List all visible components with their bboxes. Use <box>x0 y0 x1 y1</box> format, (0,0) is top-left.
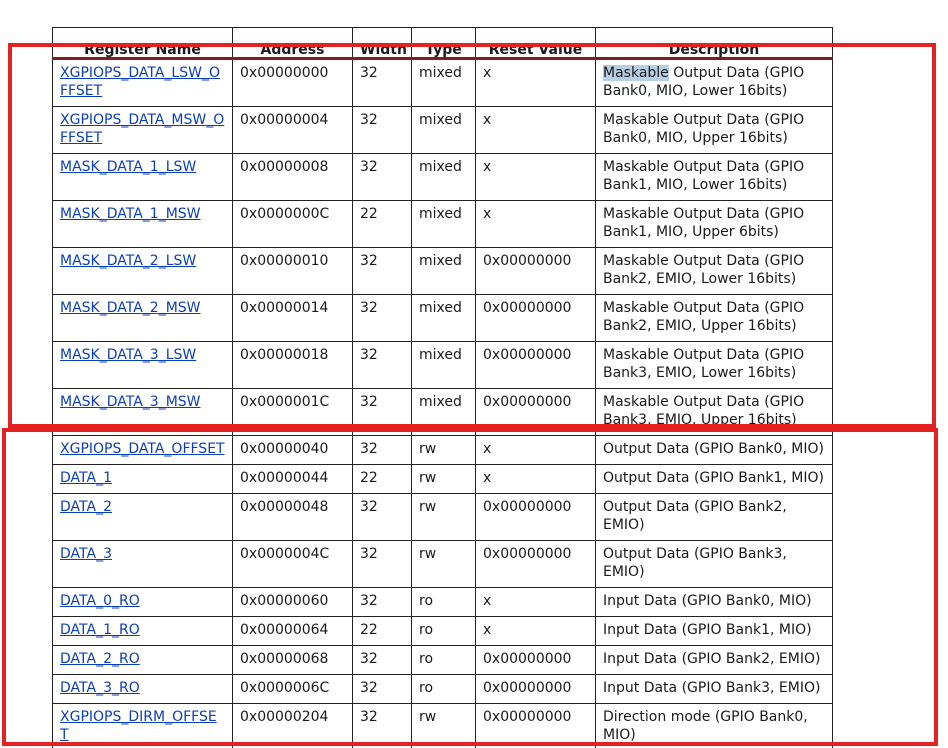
register-name-cell <box>53 107 233 154</box>
description-text: Input Data (GPIO Bank3, EMIO) <box>603 680 821 696</box>
description-text: Direction mode (GPIO Bank0, MIO) <box>603 709 808 743</box>
reset-value-cell: 0x00000000 <box>476 646 596 675</box>
width-cell: 32 <box>353 646 412 675</box>
reset-value-cell: x <box>476 588 596 617</box>
table-row <box>53 704 833 748</box>
reset-value-cell: 0x00000000 <box>476 342 596 389</box>
register-name-cell <box>53 704 233 748</box>
width-cell: 32 <box>353 588 412 617</box>
register-link[interactable]: XGPIOPS_DATA_MSW_OFFSET <box>60 112 225 146</box>
table-row <box>53 201 833 248</box>
description-cell <box>596 494 833 541</box>
description-cell <box>596 541 833 588</box>
table-row <box>53 494 833 541</box>
register-link[interactable]: MASK_DATA_1_LSW <box>60 159 197 175</box>
description-cell <box>596 617 833 646</box>
width-cell: 32 <box>353 342 412 389</box>
register-name-cell <box>53 389 233 436</box>
register-name-cell <box>53 154 233 201</box>
register-name-cell <box>53 675 233 704</box>
register-link[interactable]: DATA_0_RO <box>60 593 140 609</box>
register-link[interactable]: MASK_DATA_3_MSW <box>60 394 201 410</box>
width-cell: 32 <box>353 675 412 704</box>
table-header-row <box>53 28 833 59</box>
table-row <box>53 465 833 494</box>
register-link[interactable]: XGPIOPS_DATA_OFFSET <box>60 441 225 457</box>
table-row <box>53 295 833 342</box>
register-link[interactable]: DATA_2_RO <box>60 651 140 667</box>
register-link[interactable]: XGPIOPS_DIRM_OFFSET <box>60 709 217 743</box>
col-header-reset-value: Reset Value <box>476 28 596 59</box>
reset-value-cell: 0x00000000 <box>476 295 596 342</box>
type-cell: ro <box>412 646 476 675</box>
register-table <box>52 27 833 748</box>
width-cell: 22 <box>353 201 412 248</box>
type-cell: ro <box>412 617 476 646</box>
type-cell: mixed <box>412 201 476 248</box>
register-link[interactable]: MASK_DATA_2_MSW <box>60 300 201 316</box>
address-cell: 0x00000018 <box>233 342 353 389</box>
type-cell: mixed <box>412 107 476 154</box>
width-cell: 32 <box>353 107 412 154</box>
address-cell: 0x00000010 <box>233 248 353 295</box>
description-cell <box>596 59 833 107</box>
register-link[interactable]: DATA_1_RO <box>60 622 140 638</box>
address-cell: 0x0000000C <box>233 201 353 248</box>
col-header-address: Address <box>233 28 353 59</box>
description-text: Input Data (GPIO Bank0, MIO) <box>603 593 812 609</box>
table-row <box>53 646 833 675</box>
type-cell: ro <box>412 588 476 617</box>
register-name-cell <box>53 617 233 646</box>
reset-value-cell: x <box>476 107 596 154</box>
reset-value-cell: x <box>476 154 596 201</box>
description-cell <box>596 248 833 295</box>
description-cell <box>596 342 833 389</box>
type-cell: mixed <box>412 389 476 436</box>
selected-text[interactable]: Maskable <box>603 65 669 81</box>
description-cell <box>596 436 833 465</box>
description-cell <box>596 107 833 154</box>
description-text: Output Data (GPIO Bank2, EMIO) <box>603 499 787 533</box>
address-cell: 0x00000040 <box>233 436 353 465</box>
register-name-cell <box>53 342 233 389</box>
table-row <box>53 107 833 154</box>
address-cell: 0x0000004C <box>233 541 353 588</box>
table-row <box>53 675 833 704</box>
description-text: Maskable Output Data (GPIO Bank3, EMIO, Lower 16bits) <box>603 347 805 381</box>
width-cell: 32 <box>353 541 412 588</box>
register-name-cell <box>53 465 233 494</box>
description-cell <box>596 201 833 248</box>
table-row <box>53 617 833 646</box>
width-cell: 32 <box>353 154 412 201</box>
reset-value-cell: 0x00000000 <box>476 248 596 295</box>
register-link[interactable]: MASK_DATA_2_LSW <box>60 253 197 269</box>
description-cell <box>596 675 833 704</box>
register-name-cell <box>53 494 233 541</box>
col-header-description: Description <box>596 28 833 59</box>
description-cell <box>596 704 833 748</box>
register-name-cell <box>53 248 233 295</box>
reset-value-cell: 0x00000000 <box>476 389 596 436</box>
register-link[interactable]: MASK_DATA_1_MSW <box>60 206 201 222</box>
type-cell: mixed <box>412 59 476 107</box>
col-header-width: Width <box>353 28 412 59</box>
description-text: Maskable Output Data (GPIO Bank2, EMIO, Lower 16bits) <box>603 253 805 287</box>
address-cell: 0x00000004 <box>233 107 353 154</box>
reset-value-cell: x <box>476 436 596 465</box>
address-cell: 0x00000014 <box>233 295 353 342</box>
address-cell: 0x00000008 <box>233 154 353 201</box>
register-table-body <box>53 59 833 748</box>
register-link[interactable]: DATA_1 <box>60 470 112 486</box>
type-cell: mixed <box>412 295 476 342</box>
type-cell: ro <box>412 675 476 704</box>
table-row <box>53 59 833 107</box>
description-cell <box>596 154 833 201</box>
reset-value-cell: x <box>476 465 596 494</box>
reset-value-cell: 0x00000000 <box>476 704 596 748</box>
description-text: Maskable Output Data (GPIO Bank2, EMIO, Upper 16bits) <box>603 300 805 334</box>
description-text: Maskable Output Data (GPIO Bank3, EMIO, Upper 16bits) <box>603 394 805 428</box>
description-cell <box>596 646 833 675</box>
width-cell: 22 <box>353 617 412 646</box>
col-header-register-name: Register Name <box>53 28 233 59</box>
col-header-type: Type <box>412 28 476 59</box>
width-cell: 32 <box>353 389 412 436</box>
description-text: Output Data (GPIO Bank1, MIO) <box>603 470 824 486</box>
table-row <box>53 248 833 295</box>
register-link[interactable]: XGPIOPS_DATA_LSW_OFFSET <box>60 65 220 99</box>
width-cell: 32 <box>353 295 412 342</box>
type-cell: rw <box>412 494 476 541</box>
table-row <box>53 154 833 201</box>
width-cell: 22 <box>353 465 412 494</box>
address-cell: 0x00000068 <box>233 646 353 675</box>
description-text: Input Data (GPIO Bank1, MIO) <box>603 622 812 638</box>
type-cell: mixed <box>412 342 476 389</box>
description-cell <box>596 295 833 342</box>
register-link[interactable]: DATA_2 <box>60 499 112 515</box>
type-cell: rw <box>412 541 476 588</box>
type-cell: mixed <box>412 248 476 295</box>
table-row <box>53 541 833 588</box>
address-cell: 0x00000000 <box>233 59 353 107</box>
type-cell: rw <box>412 704 476 748</box>
type-cell: rw <box>412 436 476 465</box>
description-text: Output Data (GPIO Bank0, MIO) <box>603 441 824 457</box>
register-name-cell <box>53 646 233 675</box>
address-cell: 0x00000044 <box>233 465 353 494</box>
reset-value-cell: 0x00000000 <box>476 675 596 704</box>
address-cell: 0x00000204 <box>233 704 353 748</box>
register-link[interactable]: DATA_3 <box>60 546 112 562</box>
width-cell: 32 <box>353 59 412 107</box>
register-name-cell <box>53 295 233 342</box>
description-text: Output Data (GPIO Bank3, EMIO) <box>603 546 787 580</box>
address-cell: 0x0000001C <box>233 389 353 436</box>
description-cell <box>596 465 833 494</box>
reset-value-cell: 0x00000000 <box>476 494 596 541</box>
address-cell: 0x00000064 <box>233 617 353 646</box>
reset-value-cell: x <box>476 617 596 646</box>
table-row <box>53 588 833 617</box>
description-cell <box>596 389 833 436</box>
type-cell: rw <box>412 465 476 494</box>
address-cell: 0x0000006C <box>233 675 353 704</box>
register-name-cell <box>53 588 233 617</box>
description-text: Maskable Output Data (GPIO Bank1, MIO, Upper 6bits) <box>603 206 805 240</box>
description-text: Maskable Output Data (GPIO Bank0, MIO, Upper 16bits) <box>603 112 805 146</box>
description-text: Maskable Output Data (GPIO Bank1, MIO, Lower 16bits) <box>603 159 805 193</box>
reset-value-cell: x <box>476 201 596 248</box>
reset-value-cell: x <box>476 59 596 107</box>
table-row <box>53 342 833 389</box>
type-cell: mixed <box>412 154 476 201</box>
table-row <box>53 389 833 436</box>
register-name-cell <box>53 201 233 248</box>
description-cell <box>596 588 833 617</box>
width-cell: 32 <box>353 704 412 748</box>
address-cell: 0x00000048 <box>233 494 353 541</box>
width-cell: 32 <box>353 436 412 465</box>
register-link[interactable]: DATA_3_RO <box>60 680 140 696</box>
register-link[interactable]: MASK_DATA_3_LSW <box>60 347 197 363</box>
description-text: Input Data (GPIO Bank2, EMIO) <box>603 651 821 667</box>
table-row <box>53 436 833 465</box>
reset-value-cell: 0x00000000 <box>476 541 596 588</box>
width-cell: 32 <box>353 494 412 541</box>
register-name-cell <box>53 541 233 588</box>
description-text: Output Data (GPIO Bank0, MIO, Lower 16bits) <box>603 65 805 99</box>
width-cell: 32 <box>353 248 412 295</box>
register-name-cell <box>53 436 233 465</box>
register-name-cell <box>53 59 233 107</box>
address-cell: 0x00000060 <box>233 588 353 617</box>
